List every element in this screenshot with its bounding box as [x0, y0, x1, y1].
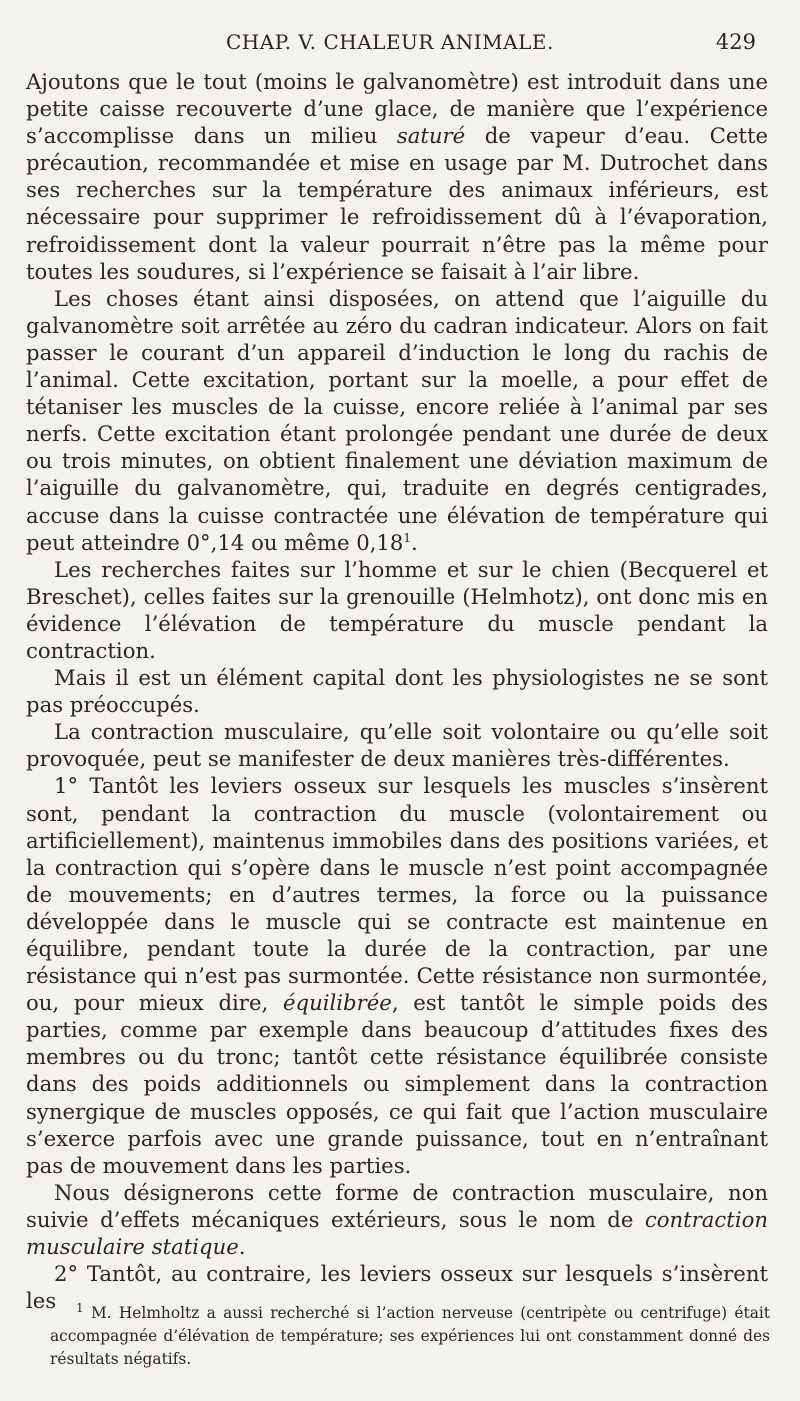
- footnote-marker: 1: [76, 1300, 84, 1315]
- paragraph-5: La contraction musculaire, qu’elle soit volontaire ou qu’elle soit provoquée, peut se manifester de deux manières très-différentes.: [26, 719, 768, 772]
- footnote-reference[interactable]: 1: [403, 530, 412, 545]
- page-header: [0, 30, 800, 62]
- paragraph-4: Mais il est un élément capital dont les physiologistes ne se sont pas préoccupés.: [26, 665, 768, 718]
- running-head: CHAP. V. CHALEUR ANIMALE.: [226, 30, 554, 54]
- emphasis-equilibree: équilibrée: [282, 990, 392, 1016]
- footnotes: [50, 1302, 770, 1371]
- paragraph-7: Nous désignerons cette forme de contraction musculaire, non suivie d’effets mécaniques extérieurs, sous le nom de contraction musculaire statique.: [26, 1179, 768, 1260]
- footnote-1: [50, 1302, 770, 1371]
- footnote-text: M. Helmholtz a aussi recherché si l’action nerveuse (centripète ou centrifuge) était accompagnée d’élévation de température; ses expériences lui ont constamment donné des résultats négatifs.: [50, 1304, 770, 1368]
- paragraph-8: 2° Tantôt, au contraire, les leviers osseux sur lesquels s’insèrent les: [26, 1261, 768, 1314]
- paragraph-6: 1° Tantôt les leviers osseux sur lesquels les muscles s’insèrent sont, pendant la contraction du muscle (volontairement ou artificiellement), maintenus immobiles dans des positions variées, et la contraction qui s’opère dans le muscle n’est point accompagnée de mouvements; en d’autres termes, la force ou la puissance développée dans le muscle qui se contracte est maintenue en équilibre, pendant toute la durée de la contraction, par une résistance qui n’est pas surmontée. Cette résistance non surmontée, ou, pour mieux dire, équilibrée, est tantôt le simple poids des parties, comme par exemple dans beaucoup d’attitudes fixes des membres ou du tronc; tantôt cette résistance équilibrée consiste dans des poids additionnels ou simplement dans la contraction synergique de muscles opposés, ce qui fait que l’action musculaire s’exerce parfois avec une grande puissance, tout en n’entraînant pas de mouvement dans les parties.: [26, 773, 768, 1178]
- body-text: [26, 68, 768, 1314]
- paragraph-2: Les choses étant ainsi disposées, on attend que l’aiguille du galvanomètre soit arrêtée au zéro du cadran indicateur. Alors on fait passer le courant d’un appareil d’induction le long du rachis de l’animal. Cette excitation, portant sur la moelle, a pour effet de tétaniser les muscles de la cuisse, encore reliée à l’animal par ses nerfs. Cette excitation étant prolongée pendant une durée de deux ou trois minutes, on obtient finalement une déviation maximum de l’aiguille du galvanomètre, qui, traduite en degrés centigrades, accuse dans la cuisse contractée une élévation de température qui peut atteindre 0°,14 ou même 0,18$^1$.: [26, 285, 768, 555]
- emphasis-contraction-statique: contraction musculaire statique: [26, 1206, 768, 1260]
- paragraph-3: Les recherches faites sur l’homme et sur le chien (Becquerel et Breschet), celles faites sur la grenouille (Helmhotz), ont donc mis en évidence l’élévation de température du muscle pendant la contraction.: [26, 556, 768, 663]
- page-number: 429: [715, 30, 756, 54]
- paragraph-1: Ajoutons que le tout (moins le galvanomètre) est introduit dans une petite caisse recouverte d’une glace, de manière que l’expérience s’accomplisse dans un milieu saturé de vapeur d’eau. Cette précaution, recommandée et mise en usage par M. Dutrochet dans ses recherches sur la température des animaux inférieurs, est nécessaire pour supprimer le refroidissement dû à l’évaporation, refroidissement dont la valeur pourrait n’être pas la même pour toutes les soudures, si l’expérience se faisait à l’air libre.: [26, 69, 768, 284]
- emphasis-sature: saturé: [396, 123, 466, 149]
